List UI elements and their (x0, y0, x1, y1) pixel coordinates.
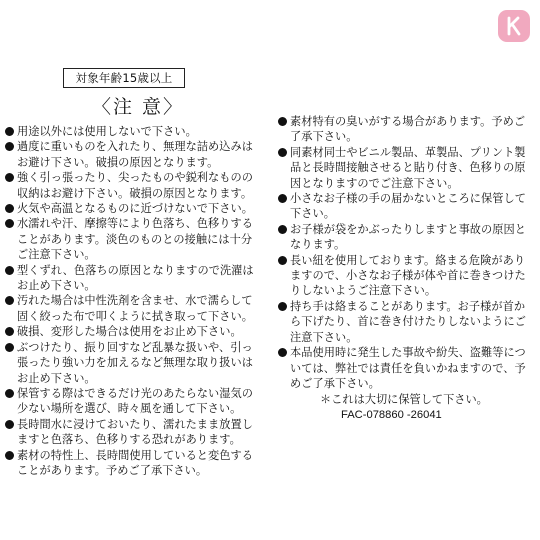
caution-item (278, 114, 530, 145)
bullet-icon (5, 451, 14, 460)
notice-title: 〈注 意〉 (92, 96, 185, 118)
left-column (5, 124, 263, 478)
caution-text: 保管する際はできるだけ光のあたらない湿気の少ない場所を選び、時々風を通して下さい。 (17, 386, 253, 416)
caution-item (278, 253, 530, 299)
bullet-icon (278, 194, 287, 203)
caution-item (5, 417, 263, 448)
k-logo-icon (503, 15, 525, 37)
bullet-icon (5, 173, 14, 182)
caution-text: 破損、変形した場合は使用をお止め下さい。 (17, 325, 242, 339)
caution-text: 同素材同士やビニル製品、革製品、プリント製品と長時間接触させると貼り付き、色移りの原因となりますのでご注意下さい。 (290, 145, 526, 190)
caution-text: 長い紐を使用しております。絡まる危険がありますので、小さなお子様が体や首に巻きつけたりしないようご注意下さい。 (290, 253, 526, 298)
bullet-icon (278, 348, 287, 357)
caution-item (278, 345, 530, 391)
caution-item (5, 216, 263, 262)
caution-text: 水濡れや汗、摩擦等により色落ち、色移りすることがあります。淡色のものとの接触には十分ご注意下さい。 (17, 217, 253, 262)
k-logo-badge (498, 10, 530, 42)
caution-item (5, 139, 263, 170)
bullet-icon (278, 225, 287, 234)
caution-text: 火気や高温となるものに近づけないで下さい。 (17, 202, 253, 216)
age-label-box (63, 68, 185, 88)
caution-text: 本品使用時に発生した事故や紛失、盗難等については、弊社では責任を負いかねますので、予めご了承下さい。 (290, 346, 526, 390)
caution-item (5, 263, 263, 294)
right-column (278, 114, 530, 391)
caution-item (5, 201, 263, 216)
bullet-icon (278, 148, 287, 157)
caution-item (278, 222, 530, 253)
caution-text: 強く引っ張ったり、尖ったものや鋭利なものの収納はお避け下さい。破損の原因となります。 (17, 171, 253, 200)
bullet-icon (278, 117, 287, 126)
caution-item (5, 324, 263, 339)
storage-footnote: ＊これは大切に保管して下さい。 (320, 393, 488, 406)
caution-text: 素材の特性上、長時間使用していると変色することがあります。予めご了承下さい。 (17, 448, 253, 477)
caution-item (278, 299, 530, 345)
caution-text: 小さなお子様の手の届かないところに保管して下さい。 (290, 192, 526, 221)
bullet-icon (278, 256, 287, 265)
caution-text: 過度に重いものを入れたり、無理な詰め込みはお避け下さい。破損の原因となります。 (17, 140, 253, 169)
caution-item (278, 191, 530, 222)
caution-text: 型くずれ、色落ちの原因となりますので洗濯はお止め下さい。 (17, 263, 254, 293)
bullet-icon (5, 219, 14, 228)
bullet-icon (278, 302, 287, 311)
caution-item (5, 124, 263, 139)
caution-item (5, 386, 263, 417)
bullet-icon (5, 343, 14, 352)
caution-item (278, 145, 530, 191)
bullet-icon (5, 142, 14, 151)
caution-text: 素材特有の臭いがする場合があります。予めご了承下さい。 (290, 115, 526, 144)
caution-item (5, 293, 263, 324)
bullet-icon (5, 204, 14, 213)
caution-item (5, 448, 263, 479)
bullet-icon (5, 327, 14, 336)
bullet-icon (5, 296, 14, 305)
bullet-icon (5, 420, 14, 429)
caution-text: ぶつけたり、振り回すなど乱暴な扱いや、引っ張ったり強い力を加えるなど無理な取り扱いはお止め下さい。 (17, 340, 253, 385)
caution-text: 持ち手は絡まることがあります。お子様が首から下げたり、首に巻き付けたりしないようにご注意下さい。 (290, 299, 526, 344)
age-label: 対象年齢15歳以上 (75, 71, 173, 85)
product-code: FAC-078860 -26041 (341, 409, 442, 421)
caution-text: 長時間水に浸けておいたり、濡れたまま放置しますと色落ち、色移りする恐れがあります。 (17, 417, 253, 447)
caution-item (5, 170, 263, 201)
bullet-icon (5, 389, 14, 398)
bullet-icon (5, 127, 14, 136)
caution-text: お子様が袋をかぶったりしますと事故の原因となります。 (290, 222, 526, 252)
caution-text: 用途以外には使用しないで下さい。 (17, 125, 197, 138)
caution-item (5, 340, 263, 386)
bullet-icon (5, 266, 14, 275)
caution-text: 汚れた場合は中性洗剤を含ませ、水で濡らして固く絞った布で叩くように拭き取って下さい。 (17, 294, 253, 323)
